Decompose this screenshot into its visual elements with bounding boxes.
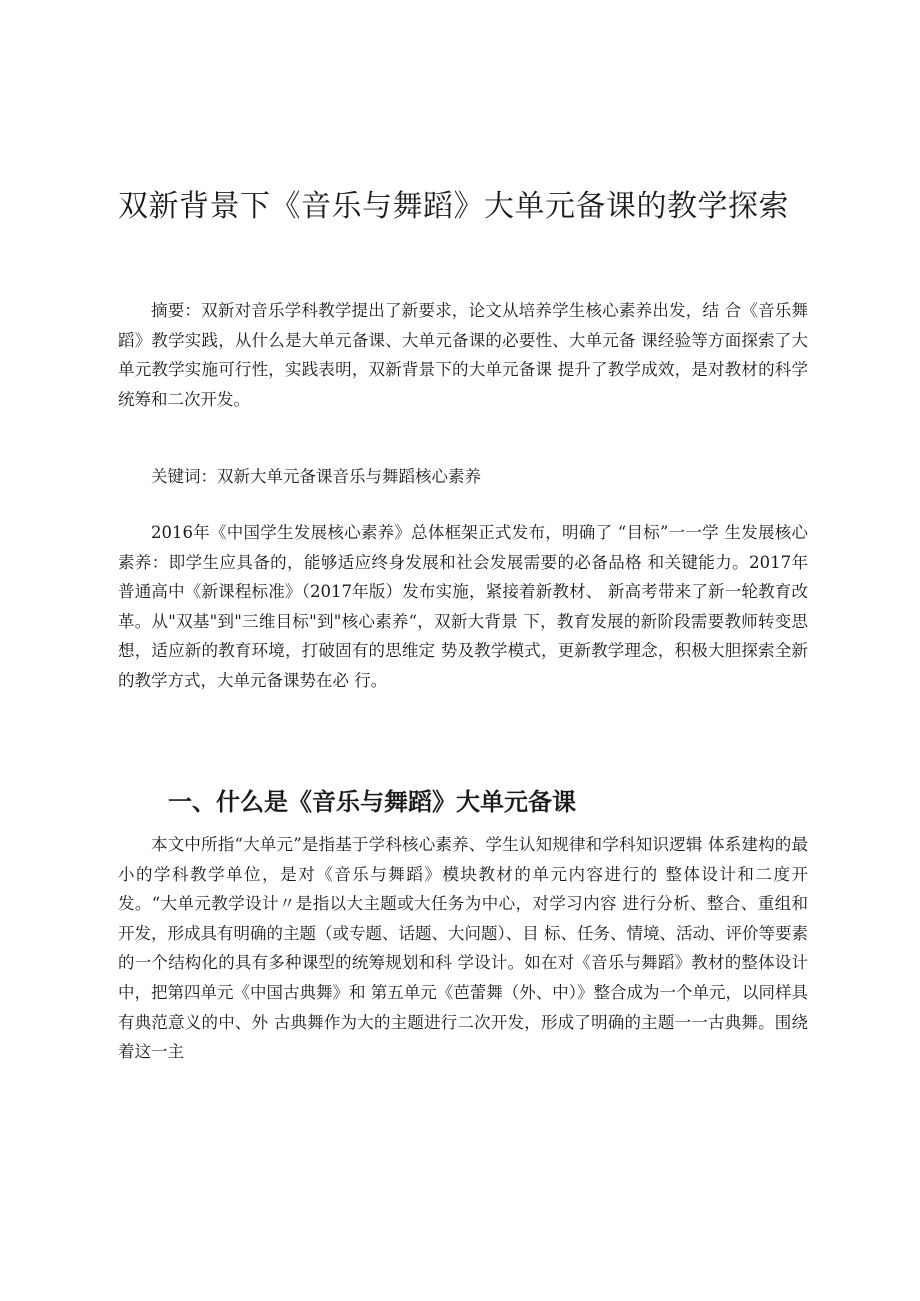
keywords-line: 关键词：双新大单元备课音乐与舞蹈核心素养 xyxy=(151,467,481,486)
section-1-heading: 一、什么是《音乐与舞蹈》大单元备课 xyxy=(168,786,576,816)
document-title: 双新背景下《音乐与舞蹈》大单元备课的教学探索 xyxy=(118,189,789,225)
section-1-paragraph: 本文中所指“大单元”是指基于学科核心素养、学生认知规律和学科知识逻辑 体系建构的最小的学科教学单位，是对《音乐与舞蹈》模块教材的单元内容进行的 整体设计和二度开发。“大单元教学设计〃是指以大主题或大任务为中心，对学习内容 进行分析、整合、重组和开发，形成具有明确的主题（或专题、话题、大问题）、目 标、任务、情境、活动、评价等要素的一个结构化的具有多种课型的统筹规划和科 学设计。如在对《音乐与舞蹈》教材的整体设计中，把第四单元《中国古典舞》和 第五单元《芭蕾舞（外、中）》整合成为一个单元，以同样具有典范意义的中、外 古典舞作为大的主题进行二次开发，形成了明确的主题一一古典舞。围绕着这一主 xyxy=(118,835,808,1062)
abstract-paragraph: 摘要：双新对音乐学科教学提出了新要求，论文从培养学生核心素养出发，结 合《音乐舞蹈》教学实践，从什么是大单元备课、大单元备课的必要性、大单元备 课经验等方面探索了大单元教学实施可行性，实践表明，双新背景下的大单元备课 提升了教学成效，是对教材的科学统筹和二次开发。 xyxy=(118,301,808,409)
intro-paragraph: 2016年《中国学生发展核心素养》总体框架正式发布，明确了 “目标”一一学 生发展核心素养：即学生应具备的，能够适应终身发展和社会发展需要的必备品格 和关键能力。2017年普通高中《新课程标准》（2017年版）发布实施，紧接着新教材、 新高考带来了新一轮教育改革。从"双基"到"三维目标"到"核心素养“，双新大背景 下，教育发展的新阶段需要教师转变思想，适应新的教育环境，打破固有的思维定 势及教学模式，更新教学理念，积极大胆探索全新的教学方式，大单元备课势在必 行。 xyxy=(118,523,808,690)
